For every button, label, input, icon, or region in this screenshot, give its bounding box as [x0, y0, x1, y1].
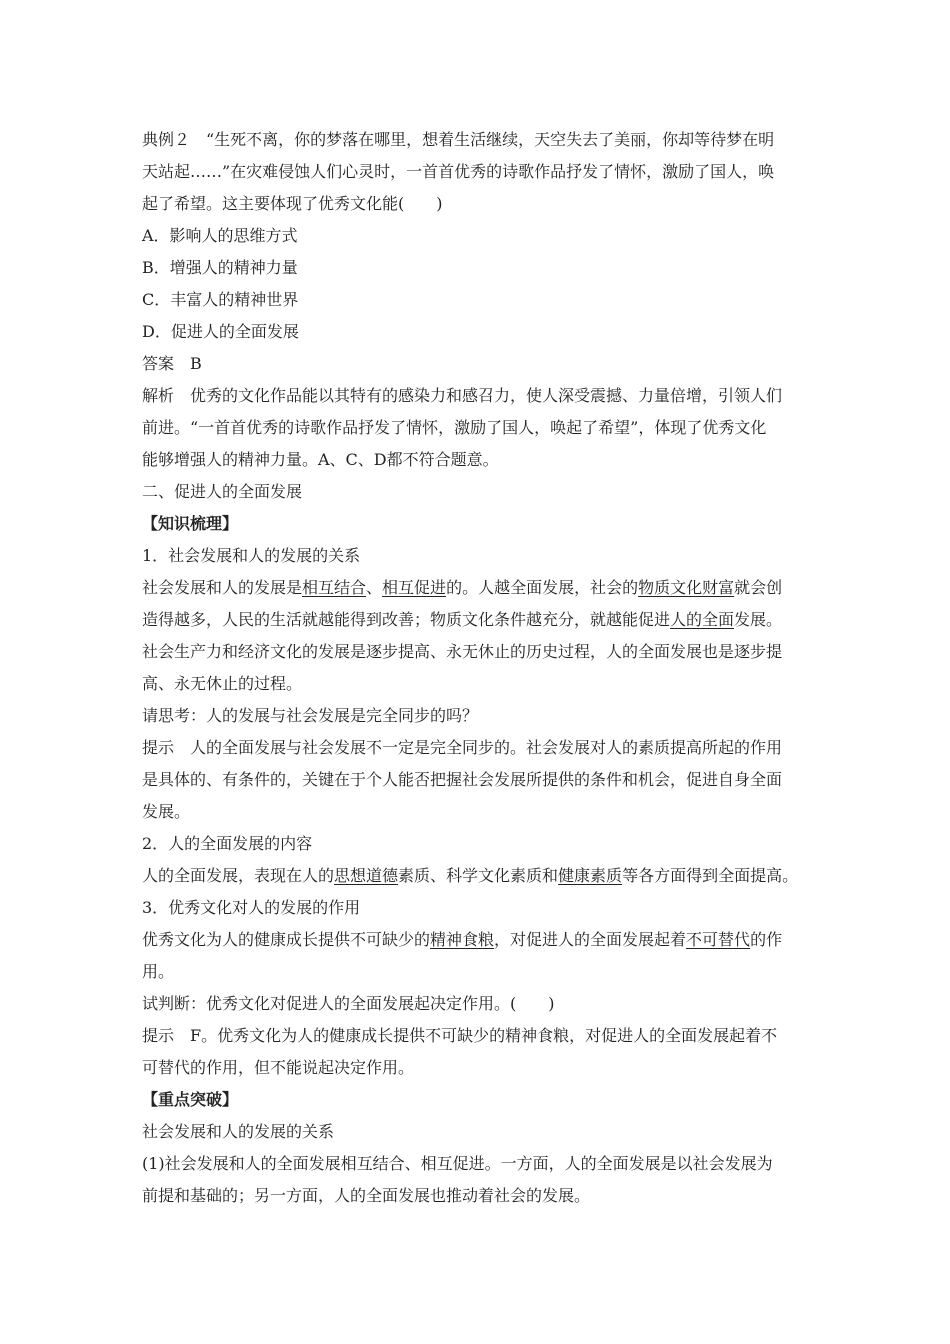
point2-title: 2．人的全面发展的内容 [142, 834, 313, 853]
hint2-line1: 提示 F。优秀文化为人的健康成长提供不可缺少的精神食粮，对促进人的全面发展起着不 [142, 1026, 778, 1045]
point2-line1 [142, 860, 822, 892]
text: 素质、科学文化素质和 [398, 866, 559, 885]
analysis-line3: 能够增强人的精神力量。A、C、D都不符合题意。 [142, 450, 499, 469]
text: 人的全面发展，表现在人的 [142, 866, 335, 885]
focus-line1: (1)社会发展和人的全面发展相互结合、相互促进。一方面，人的全面发展是以社会发展为 [142, 1154, 773, 1173]
point1-line3: 社会生产力和经济文化的发展是逐步提高、永无休止的历史过程，人的全面发展也是逐步提 [142, 642, 783, 661]
example2-line3: 起了希望。这主要体现了优秀文化能( ) [142, 194, 443, 213]
text: 等各方面得到全面提高。 [622, 866, 799, 885]
blank-answer: 精神食粮 [430, 930, 495, 949]
answer: 答案 B [142, 354, 202, 373]
blank-answer: 相互促进 [382, 578, 447, 597]
judge-question: 试判断：优秀文化对促进人的全面发展起决定作用。( ) [142, 994, 555, 1013]
point1-line2 [142, 604, 822, 636]
knowledge-tag: 【知识梳理】 [142, 514, 239, 533]
analysis-line2: 前进。“一首首优秀的诗歌作品抒发了情怀，激励了国人，唤起了希望”，体现了优秀文化 [142, 418, 767, 437]
point3-title: 3．优秀文化对人的发展的作用 [142, 898, 361, 917]
hint2-line2: 可替代的作用，但不能说起决定作用。 [142, 1058, 415, 1077]
blank-answer: 物质文化财富 [638, 578, 735, 597]
text: 的作 [750, 930, 783, 949]
focus-tag: 【重点突破】 [142, 1090, 239, 1109]
text: 优秀文化为人的健康成长提供不可缺少的 [142, 930, 431, 949]
point3-line1 [142, 924, 822, 956]
analysis-line1: 解析 优秀的文化作品能以其特有的感染力和感召力，使人深受震撼、力量倍增，引领人们 [142, 386, 783, 405]
section-title: 二、促进人的全面发展 [142, 482, 303, 501]
point1-title: 1．社会发展和人的发展的关系 [142, 546, 361, 565]
text: 的。人越全面发展，社会的 [446, 578, 639, 597]
option-a: A．影响人的思维方式 [142, 226, 298, 245]
focus-line2: 前提和基础的；另一方面，人的全面发展也推动着社会的发展。 [142, 1186, 591, 1205]
example2-line1: 典例２ “生死不离，你的梦落在哪里，想着生活继续，天空失去了美丽，你却等待梦在明 [142, 130, 775, 149]
page-content [142, 124, 822, 1212]
blank-answer: 人的全面 [670, 610, 735, 629]
option-c: C．丰富人的精神世界 [142, 290, 299, 309]
blank-answer: 不可替代 [686, 930, 751, 949]
text: 就会创 [734, 578, 783, 597]
point1-line1 [142, 572, 822, 604]
example2-line2: 天站起……”在灾难侵蚀人们心灵时，一首首优秀的诗歌作品抒发了情怀，激励了国人，唤 [142, 162, 775, 181]
text: 社会发展和人的发展是 [142, 578, 303, 597]
hint1-line3: 发展。 [142, 802, 191, 821]
think-question: 请思考：人的发展与社会发展是完全同步的吗？ [142, 706, 479, 725]
hint1-line2: 是具体的、有条件的，关键在于个人能否把握社会发展所提供的条件和机会，促进自身全面 [142, 770, 783, 789]
blank-answer: 健康素质 [558, 866, 623, 885]
option-b: B．增强人的精神力量 [142, 258, 298, 277]
hint1-line1: 提示 人的全面发展与社会发展不一定是完全同步的。社会发展对人的素质提高所起的作用 [142, 738, 783, 757]
point1-line4: 高、永无休止的过程。 [142, 674, 303, 693]
point3-line2: 用。 [142, 962, 175, 981]
text: 造得越多，人民的生活就越能得到改善；物质文化条件越充分，就越能促进 [142, 610, 671, 629]
blank-answer: 思想道德 [334, 866, 399, 885]
text: ，对促进人的全面发展起着 [494, 930, 687, 949]
focus-title: 社会发展和人的发展的关系 [142, 1122, 335, 1141]
blank-answer: 相互结合 [302, 578, 367, 597]
text: 、 [366, 578, 383, 597]
option-d: D．促进人的全面发展 [142, 322, 299, 341]
text: 发展。 [734, 610, 783, 629]
